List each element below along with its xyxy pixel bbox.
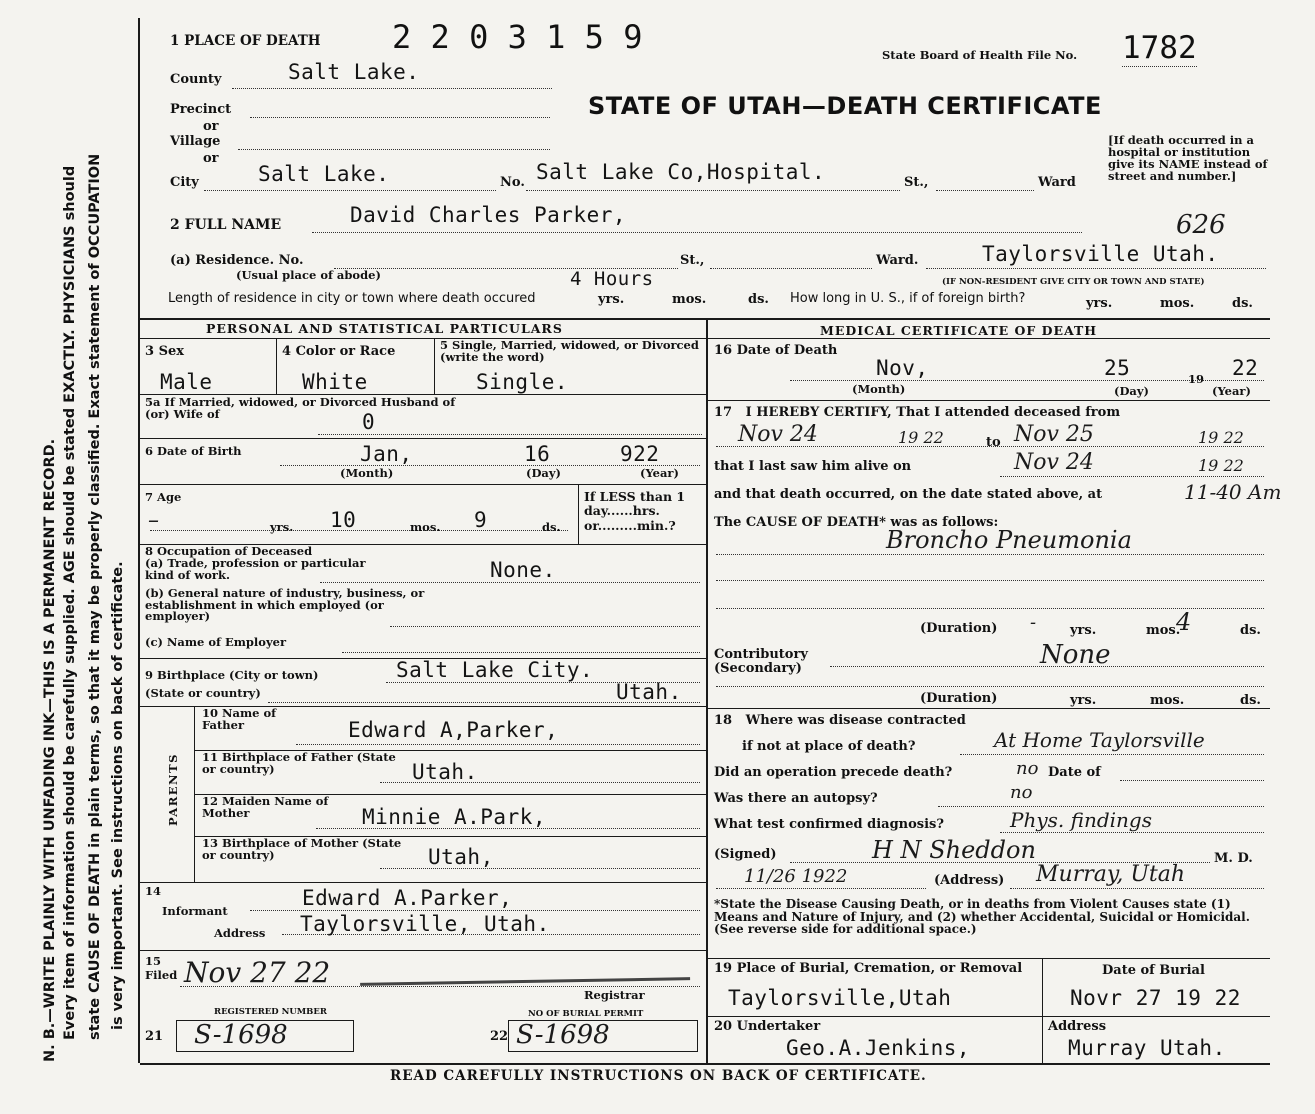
birthplace-label: Birthplace (City or town)	[157, 668, 319, 682]
less-than-day-label: If LESS than 1 day......hrs. or.........min.?	[584, 489, 686, 533]
time-of-death: 11-40 Am	[1184, 480, 1282, 504]
contracted-value: At Home Taylorsville	[994, 728, 1205, 752]
contributory-value: None	[1040, 640, 1111, 670]
father-value: Edward A,Parker,	[348, 718, 559, 742]
margin-note-3: state CAUSE OF DEATH in plain terms, so that it may be properly classified. Exact statement of OCCUPATION	[87, 153, 103, 1040]
last-saw-label: that I last saw him alive on	[714, 459, 912, 474]
sex-value: Male	[160, 370, 213, 394]
father-birthplace-label: Birthplace of Father (State or country)	[202, 750, 396, 776]
res-ward-value: Taylorsville Utah.	[982, 242, 1219, 266]
burial-date: Novr 27 19 22	[1070, 986, 1241, 1010]
duration-label-2: (Duration)	[920, 691, 998, 706]
md-label: M. D.	[1214, 851, 1253, 866]
mother-value: Minnie A.Park,	[362, 805, 547, 829]
duration-mos-label-2: mos.	[1150, 693, 1185, 708]
address-value: Salt Lake Co,Hospital.	[536, 160, 826, 184]
autopsy-label: Was there an autopsy?	[714, 791, 878, 806]
informant-address: Taylorsville, Utah.	[300, 912, 550, 936]
age-ds-caption: ds.	[542, 520, 561, 534]
death-day: 25	[1104, 356, 1131, 380]
undertaker-label: Undertaker	[736, 1019, 821, 1034]
footnote: *State the Disease Causing Death, or in deaths from Violent Causes state (1) Means and Nature of Injury, and (2) whether Accidental, Suicidal or Homicidal. (See reverse side for additional space.)	[714, 897, 1250, 937]
dob-month-caption: (Month)	[340, 466, 394, 480]
age-mos-caption: mos.	[410, 520, 441, 534]
st-label: St.,	[904, 175, 929, 190]
attended-from: Nov 24	[738, 422, 818, 447]
burial-label: Place of Burial, Cremation, or Removal	[736, 961, 1023, 976]
undertaker-address: Murray Utah.	[1068, 1036, 1226, 1060]
burial-permit-label: NO OF BURIAL PERMIT	[528, 1009, 644, 1019]
occ-b-label: (b) General nature of industry, business, or establishment in which employed (or employer)	[145, 586, 425, 624]
certificate-number: 2 2 0 3 1 5 9	[392, 18, 643, 56]
color-value: White	[302, 370, 368, 394]
us-yrs: yrs.	[1086, 296, 1113, 311]
village-label: Village	[170, 134, 221, 149]
dob-label: Date of Birth	[157, 444, 242, 458]
last-saw: Nov 24	[1014, 450, 1094, 475]
cause-value: Broncho Pneumonia	[886, 526, 1132, 554]
signed-date: 11/26 1922	[744, 866, 848, 887]
county-value: Salt Lake.	[288, 60, 420, 84]
father-birthplace: Utah.	[412, 760, 478, 784]
date-of-label: Date of	[1048, 765, 1101, 780]
color-label: Color or Race	[295, 344, 396, 359]
signed-address: Murray, Utah	[1036, 862, 1186, 887]
no-label: No.	[500, 175, 525, 190]
informant-address-label: Address	[214, 926, 266, 940]
dob-day-caption: (Day)	[526, 466, 561, 480]
birthplace-city: Salt Lake City.	[396, 658, 594, 682]
signed-label: (Signed)	[714, 847, 777, 862]
full-name-label: FULL NAME	[184, 217, 282, 233]
to-label: to	[986, 435, 1001, 450]
from-year: 19 22	[898, 428, 944, 447]
length-label: Length of residence in city or town where death occured	[168, 291, 536, 306]
death-day-caption: (Day)	[1114, 384, 1149, 398]
res-st-label: St.,	[680, 253, 705, 268]
length-value: 4 Hours	[570, 268, 654, 290]
occurred-label: and that death occurred, on the date stated above, at	[714, 487, 1103, 502]
certify-label: I HEREBY CERTIFY, That I attended deceased from	[745, 405, 1121, 420]
death-year-caption: (Year)	[1212, 384, 1251, 398]
registered-number: S-1698	[194, 1020, 288, 1050]
occ-c-label: (c) Name of Employer	[145, 635, 287, 649]
filed-label: Filed	[145, 968, 178, 982]
dob-day: 16	[524, 442, 551, 466]
or-2: or	[203, 151, 219, 166]
medical-section-title: MEDICAL CERTIFICATE OF DEATH	[820, 323, 1098, 338]
occ-a-value: None.	[490, 558, 556, 582]
death-year: 22	[1232, 356, 1259, 380]
birthplace-state-label: (State or country)	[145, 686, 261, 700]
ward-label: Ward	[1038, 175, 1076, 190]
occupation-label: Occupation of Deceased	[157, 544, 313, 558]
spouse-value: 0	[362, 410, 376, 434]
informant-value: Edward A.Parker,	[302, 886, 513, 910]
nonresident-note: (IF NON-RESIDENT GIVE CITY OR TOWN AND STATE)	[942, 277, 1205, 287]
hospital-note: [If death occurred in a hospital or institution give its NAME instead of street and number.]	[1108, 133, 1268, 184]
contributory-label: Contributory (Secondary)	[714, 647, 808, 676]
registrar-signature-scrawl	[360, 963, 690, 986]
duration-mos: 4	[1176, 608, 1192, 636]
informant-label: Informant	[162, 904, 228, 918]
age-yrs-mark: –	[148, 508, 159, 533]
residence-label: (a) Residence. No.	[170, 253, 304, 268]
father-label: Name of Father	[202, 706, 277, 732]
undertaker-address-label: Address	[1048, 1019, 1107, 1034]
file-no-label: State Board of Health File No.	[882, 48, 1078, 62]
place-of-death-label: PLACE OF DEATH	[184, 33, 321, 49]
footer-instruction: READ CAREFULLY INSTRUCTIONS ON BACK OF CERTIFICATE.	[390, 1068, 927, 1084]
signed-address-label: (Address)	[934, 873, 1005, 888]
length-mos: mos.	[672, 292, 707, 307]
test-value: Phys. findings	[1010, 808, 1152, 832]
burial-permit: S-1698	[516, 1020, 610, 1050]
operation-label: Did an operation precede death?	[714, 765, 953, 780]
last-saw-year: 19 22	[1198, 456, 1244, 475]
registered-number-label: REGISTERED NUMBER	[214, 1007, 327, 1017]
city-label: City	[170, 175, 199, 190]
full-name-value: David Charles Parker,	[350, 203, 627, 227]
age-yrs-caption: yrs.	[270, 520, 294, 534]
test-label: What test confirmed diagnosis?	[714, 817, 944, 832]
margin-note-4: is very important. See instructions on back of certificate.	[110, 561, 126, 1030]
left-border	[138, 18, 140, 1063]
dob-month: Jan,	[360, 442, 413, 466]
operation-value: no	[1016, 758, 1039, 779]
not-place-label: if not at place of death?	[742, 739, 916, 754]
age-mos: 10	[330, 508, 357, 532]
burial-place: Taylorsville,Utah	[728, 986, 952, 1010]
burial-date-label: Date of Burial	[1102, 963, 1205, 978]
certificate-title: STATE OF UTAH—DEATH CERTIFICATE	[588, 92, 1102, 120]
marital-label: Single, Married, widowed, or Divorced (write the word)	[440, 338, 699, 364]
sex-label: Sex	[158, 344, 184, 359]
birthplace-state: Utah.	[616, 680, 682, 704]
parents-label: PARENTS	[166, 753, 180, 826]
us-ds: ds.	[1232, 296, 1253, 311]
margin-note-1: N. B.—WRITE PLAINLY WITH UNFADING INK—THIS IS A PERMANENT RECORD.	[42, 438, 58, 1062]
signature: H N Sheddon	[872, 836, 1036, 864]
us-mos: mos.	[1160, 296, 1195, 311]
death-month-caption: (Month)	[852, 382, 906, 396]
occ-a-label: (a) Trade, profession or particular kind of work.	[145, 556, 366, 582]
duration-mos-label-1: mos.	[1146, 623, 1181, 638]
personal-section-title: PERSONAL AND STATISTICAL PARTICULARS	[206, 321, 563, 336]
dob-year: 922	[620, 442, 660, 466]
duration-yrs: -	[1030, 612, 1037, 633]
duration-yrs-label-1: yrs.	[1070, 623, 1097, 638]
stamp-number: 626	[1176, 210, 1226, 240]
county-label: County	[170, 72, 222, 87]
duration-yrs-label-2: yrs.	[1070, 693, 1097, 708]
mother-label: Maiden Name of Mother	[202, 794, 329, 820]
spouse-label: If Married, widowed, or Divorced Husband of (or) Wife of	[145, 395, 456, 421]
dob-year-caption: (Year)	[640, 466, 679, 480]
or-1: or	[203, 119, 219, 134]
mother-birthplace: Utah,	[428, 845, 494, 869]
to-year: 19 22	[1198, 428, 1244, 447]
date-of-death-label: Date of Death	[736, 343, 838, 358]
file-no: 1782	[1122, 30, 1197, 66]
precinct-label: Precinct	[170, 102, 232, 117]
mother-birthplace-label: Birthplace of Mother (State or country)	[202, 836, 402, 862]
autopsy-value: no	[1010, 782, 1033, 803]
residence-sublabel: (Usual place of abode)	[236, 268, 381, 282]
filed-value: Nov 27 22	[184, 956, 331, 989]
duration-ds-label-2: ds.	[1240, 693, 1261, 708]
res-ward-label: Ward.	[876, 253, 919, 268]
duration-ds-label-1: ds.	[1240, 623, 1261, 638]
death-certificate: N. B.—WRITE PLAINLY WITH UNFADING INK—THIS IS A PERMANENT RECORD. Every item of information should be carefully supplied. AGE should be stated EXACTLY. PHYSICIANS should state CAUSE OF DEATH in plain terms, so that it may be properly classified. Exact statement of OCCUPATION is very important. See instructions on back of certificate. 1 PLACE OF DEATH 2 2 0 3 1 5 9 State Board of Health File No. 1782 County Salt Lake. STATE OF UTAH—DEATH CERTIFICATE Precinct or Village or [If death occurred in a hospital or institution give its NAME instead of street and number.] City Salt Lake. No. Salt Lake Co,Hospital. St., Ward 2 FULL NAME David Charles Parker, 626 (a) Residence. No. St., Ward. Taylorsville Utah. (Usual place of abode) (IF NON-RESIDENT GIVE CITY OR TOWN AND STATE) 4 Hours Length of residence in city or town where death occured yrs. mos. ds. How long in U. S., if of foreign birth? yrs. mos. ds. PERSONAL AND STATISTICAL PARTICULARS MEDICAL CERTIFICATE OF DEATH 3 Sex Male 4 Color or Race White 5 Single, Married, widowed, or Divorced (write the word) Single. 5a If Married, widowed, or Divorced Husband of (or) Wife of 0 6 Date of Birth Jan, 16 922 (Month) (Day) (Year) 7 Age – 10 9 yrs. mos. ds. If LESS than 1 day......hrs. or.........min.? 8 Occupation of Deceased (a) Trade, profession or particular kind of work. None. (b) General nature of industry, business, or establishment in which employed (or employer) (c) Name of Employer 9 Birthplace (City or town) Salt Lake City. (State or country) Utah. PARENTS 10 Name of Father Edward A,Parker, 11 Birthplace of Father (State or country) Utah. 12 Maiden Name of Mother Minnie A.Park, 13 Birthplace of Mother (State or country) Utah, 14 Informant Edward A.Parker, Address Taylorsville, Utah. 15 Filed Nov 27 22 Registrar REGISTERED NUMBER NO OF BURIAL PERMIT 21 S-1698 22 S-1698 16 Date of Death Nov, 25 19 22 (Month) (Day) (Year) 17 I HEREBY CERTIFY, That I attended deceased from Nov 24 19 22 to Nov 25 19 22 that I last saw him alive on Nov 24 19 22 and that death occurred, on the date stated above, at 11-40 Am The CAUSE OF DEATH* was as follows: Broncho Pneumonia (Duration) - yrs. 4 mos. ds. Contributory (Secondary) None (Duration) yrs. mos. ds. 18 Where was disease contracted if not at place of death? At Home Taylorsville Did an operation precede death? no Date of Was there an autopsy? no What test confirmed diagnosis? Phys. findings (Signed) H N Sheddon M. D. 11/26 1922 (Address) Murray, Utah *State the Disease Causing Death, or in deaths from Violent Causes state (1) Means and Nature of Injury, and (2) whether Accidental, Suicidal or Homicidal. (See reverse side for additional space.) 19 Place of Burial, Cremation, or Removal Taylorsville,Utah Date of Burial Novr 27 19 22 20 Undertaker Geo.A.Jenkins, Address Murray Utah. READ CAREFULLY INSTRUCTIONS ON BACK OF CERTIFICATE.	[42, 18, 1282, 1084]
attended-to: Nov 25	[1014, 422, 1094, 447]
cause-label: The CAUSE OF DEATH* was as follows:	[714, 515, 999, 530]
us-label: How long in U. S., if of foreign birth?	[790, 291, 1026, 306]
age-label: Age	[157, 490, 182, 504]
city-value: Salt Lake.	[258, 162, 390, 186]
age-ds: 9	[474, 508, 488, 532]
margin-note-2: Every item of information should be carefully supplied. AGE should be stated EXACTLY. PHYSICIANS should	[62, 165, 78, 1040]
length-yrs: yrs.	[598, 292, 625, 307]
registrar-label: Registrar	[584, 988, 645, 1002]
duration-label-1: (Duration)	[920, 621, 998, 636]
death-year-prefix: 19	[1188, 372, 1205, 386]
death-month: Nov,	[876, 356, 929, 380]
marital-value: Single.	[476, 370, 569, 394]
contracted-label: Where was disease contracted	[745, 713, 966, 728]
undertaker-value: Geo.A.Jenkins,	[786, 1036, 971, 1060]
length-ds: ds.	[748, 292, 769, 307]
